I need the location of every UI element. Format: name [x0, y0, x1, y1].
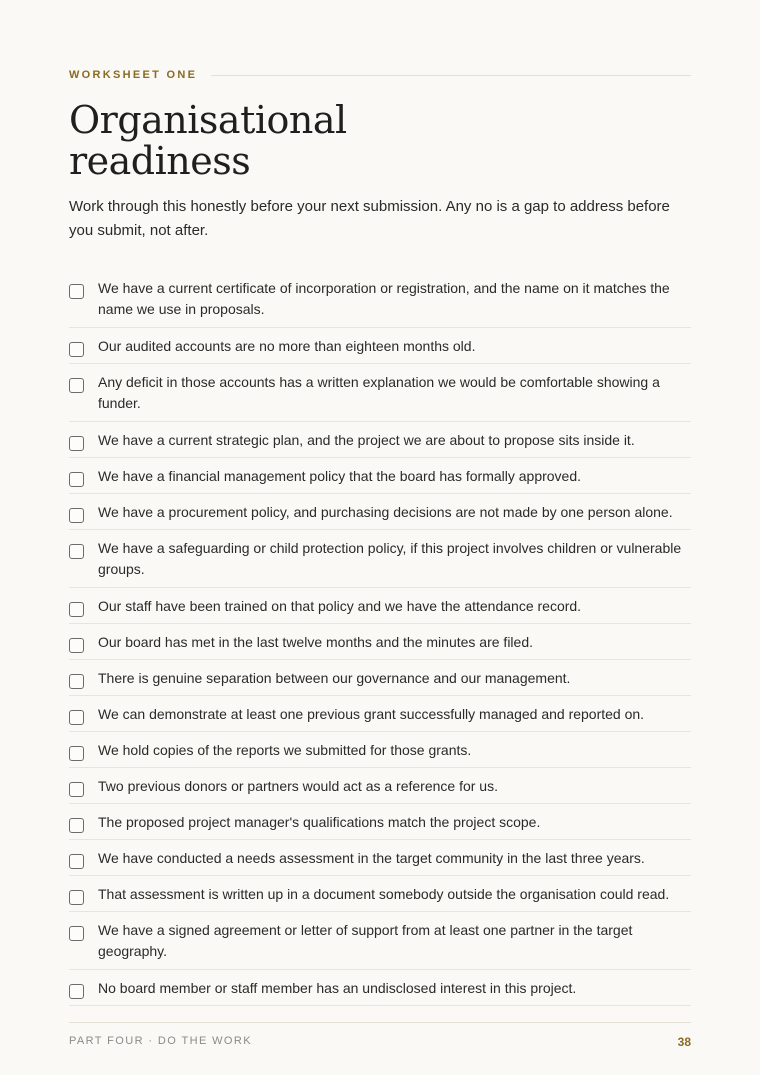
checklist-item [69, 422, 691, 458]
checklist-item-text: Our board has met in the last twelve months and the minutes are filed. [98, 634, 534, 650]
checklist-item [69, 696, 691, 732]
checkbox[interactable] [69, 782, 84, 797]
checkbox[interactable] [69, 710, 84, 725]
checklist-item [69, 804, 691, 840]
eyebrow-divider [211, 75, 691, 76]
checklist-item-text: No board member or staff member has an undisclosed interest in this project. [98, 980, 577, 996]
readiness-checklist [69, 270, 691, 1006]
checklist-item [69, 588, 691, 624]
checklist-item [69, 912, 691, 970]
checkbox[interactable] [69, 342, 84, 357]
checkbox[interactable] [69, 746, 84, 761]
checkbox[interactable] [69, 674, 84, 689]
checklist-item-text: Any deficit in those accounts has a written explanation we would be comfortable showing a funder. [98, 374, 660, 411]
checkbox[interactable] [69, 926, 84, 941]
checklist-item-text: We have conducted a needs assessment in the target community in the last three years. [98, 850, 645, 866]
checkbox[interactable] [69, 508, 84, 523]
checklist-item-text: We can demonstrate at least one previous grant successfully managed and reported on. [98, 706, 645, 722]
checklist-item-text: Two previous donors or partners would act as a reference for us. [98, 778, 498, 794]
checklist-item [69, 458, 691, 494]
checklist-item [69, 328, 691, 364]
checklist-item [69, 876, 691, 912]
checklist-item-text: We have a procurement policy, and purchasing decisions are not made by one person alone. [98, 504, 673, 520]
checkbox[interactable] [69, 602, 84, 617]
checkbox[interactable] [69, 436, 84, 451]
checklist-item [69, 494, 691, 530]
intro-paragraph: Work through this honestly before your next submission. Any no is a gap to address before you submit, not after. [69, 198, 670, 239]
checklist-item-text: We hold copies of the reports we submitted for those grants. [98, 742, 472, 758]
checkbox[interactable] [69, 544, 84, 559]
checklist-item-text: We have a current certificate of incorporation or registration, and the name on it matches the name we use in proposals. [98, 280, 670, 317]
checklist-item-text: We have a current strategic plan, and the project we are about to propose sits inside it. [98, 432, 635, 448]
checklist-item [69, 768, 691, 804]
checkbox[interactable] [69, 378, 84, 393]
checkbox[interactable] [69, 854, 84, 869]
page-title: Organisational readiness [69, 98, 347, 183]
checklist-item [69, 660, 691, 696]
checkbox[interactable] [69, 472, 84, 487]
checklist-item-text: We have a safeguarding or child protection policy, if this project involves children or vulnerable groups. [98, 540, 682, 577]
checkbox[interactable] [69, 818, 84, 833]
checkbox[interactable] [69, 890, 84, 905]
page-number: 38 [677, 1035, 691, 1049]
checkbox[interactable] [69, 984, 84, 999]
checklist-item-text: The proposed project manager's qualifications match the project scope. [98, 814, 541, 830]
worksheet-eyebrow: WORKSHEET ONE [69, 69, 198, 81]
checklist-item [69, 970, 691, 1006]
page-footer [69, 1022, 691, 1063]
checkbox[interactable] [69, 638, 84, 653]
checkbox[interactable] [69, 284, 84, 299]
checklist-item [69, 732, 691, 768]
checklist-item-text: We have a signed agreement or letter of support from at least one partner in the target geography. [98, 922, 633, 959]
checklist-item [69, 270, 691, 328]
checklist-item [69, 840, 691, 876]
checklist-item-text: There is genuine separation between our governance and our management. [98, 670, 571, 686]
checklist-item [69, 530, 691, 588]
checklist-item-text: Our audited accounts are no more than eighteen months old. [98, 338, 476, 354]
checklist-item [69, 624, 691, 660]
footer-section-label: PART FOUR · DO THE WORK [69, 1035, 252, 1047]
checklist-item-text: We have a financial management policy that the board has formally approved. [98, 468, 582, 484]
checklist-item-text: That assessment is written up in a document somebody outside the organisation could read. [98, 886, 670, 902]
checklist-item [69, 364, 691, 422]
checklist-item-text: Our staff have been trained on that policy and we have the attendance record. [98, 598, 582, 614]
eyebrow-row [69, 68, 691, 82]
